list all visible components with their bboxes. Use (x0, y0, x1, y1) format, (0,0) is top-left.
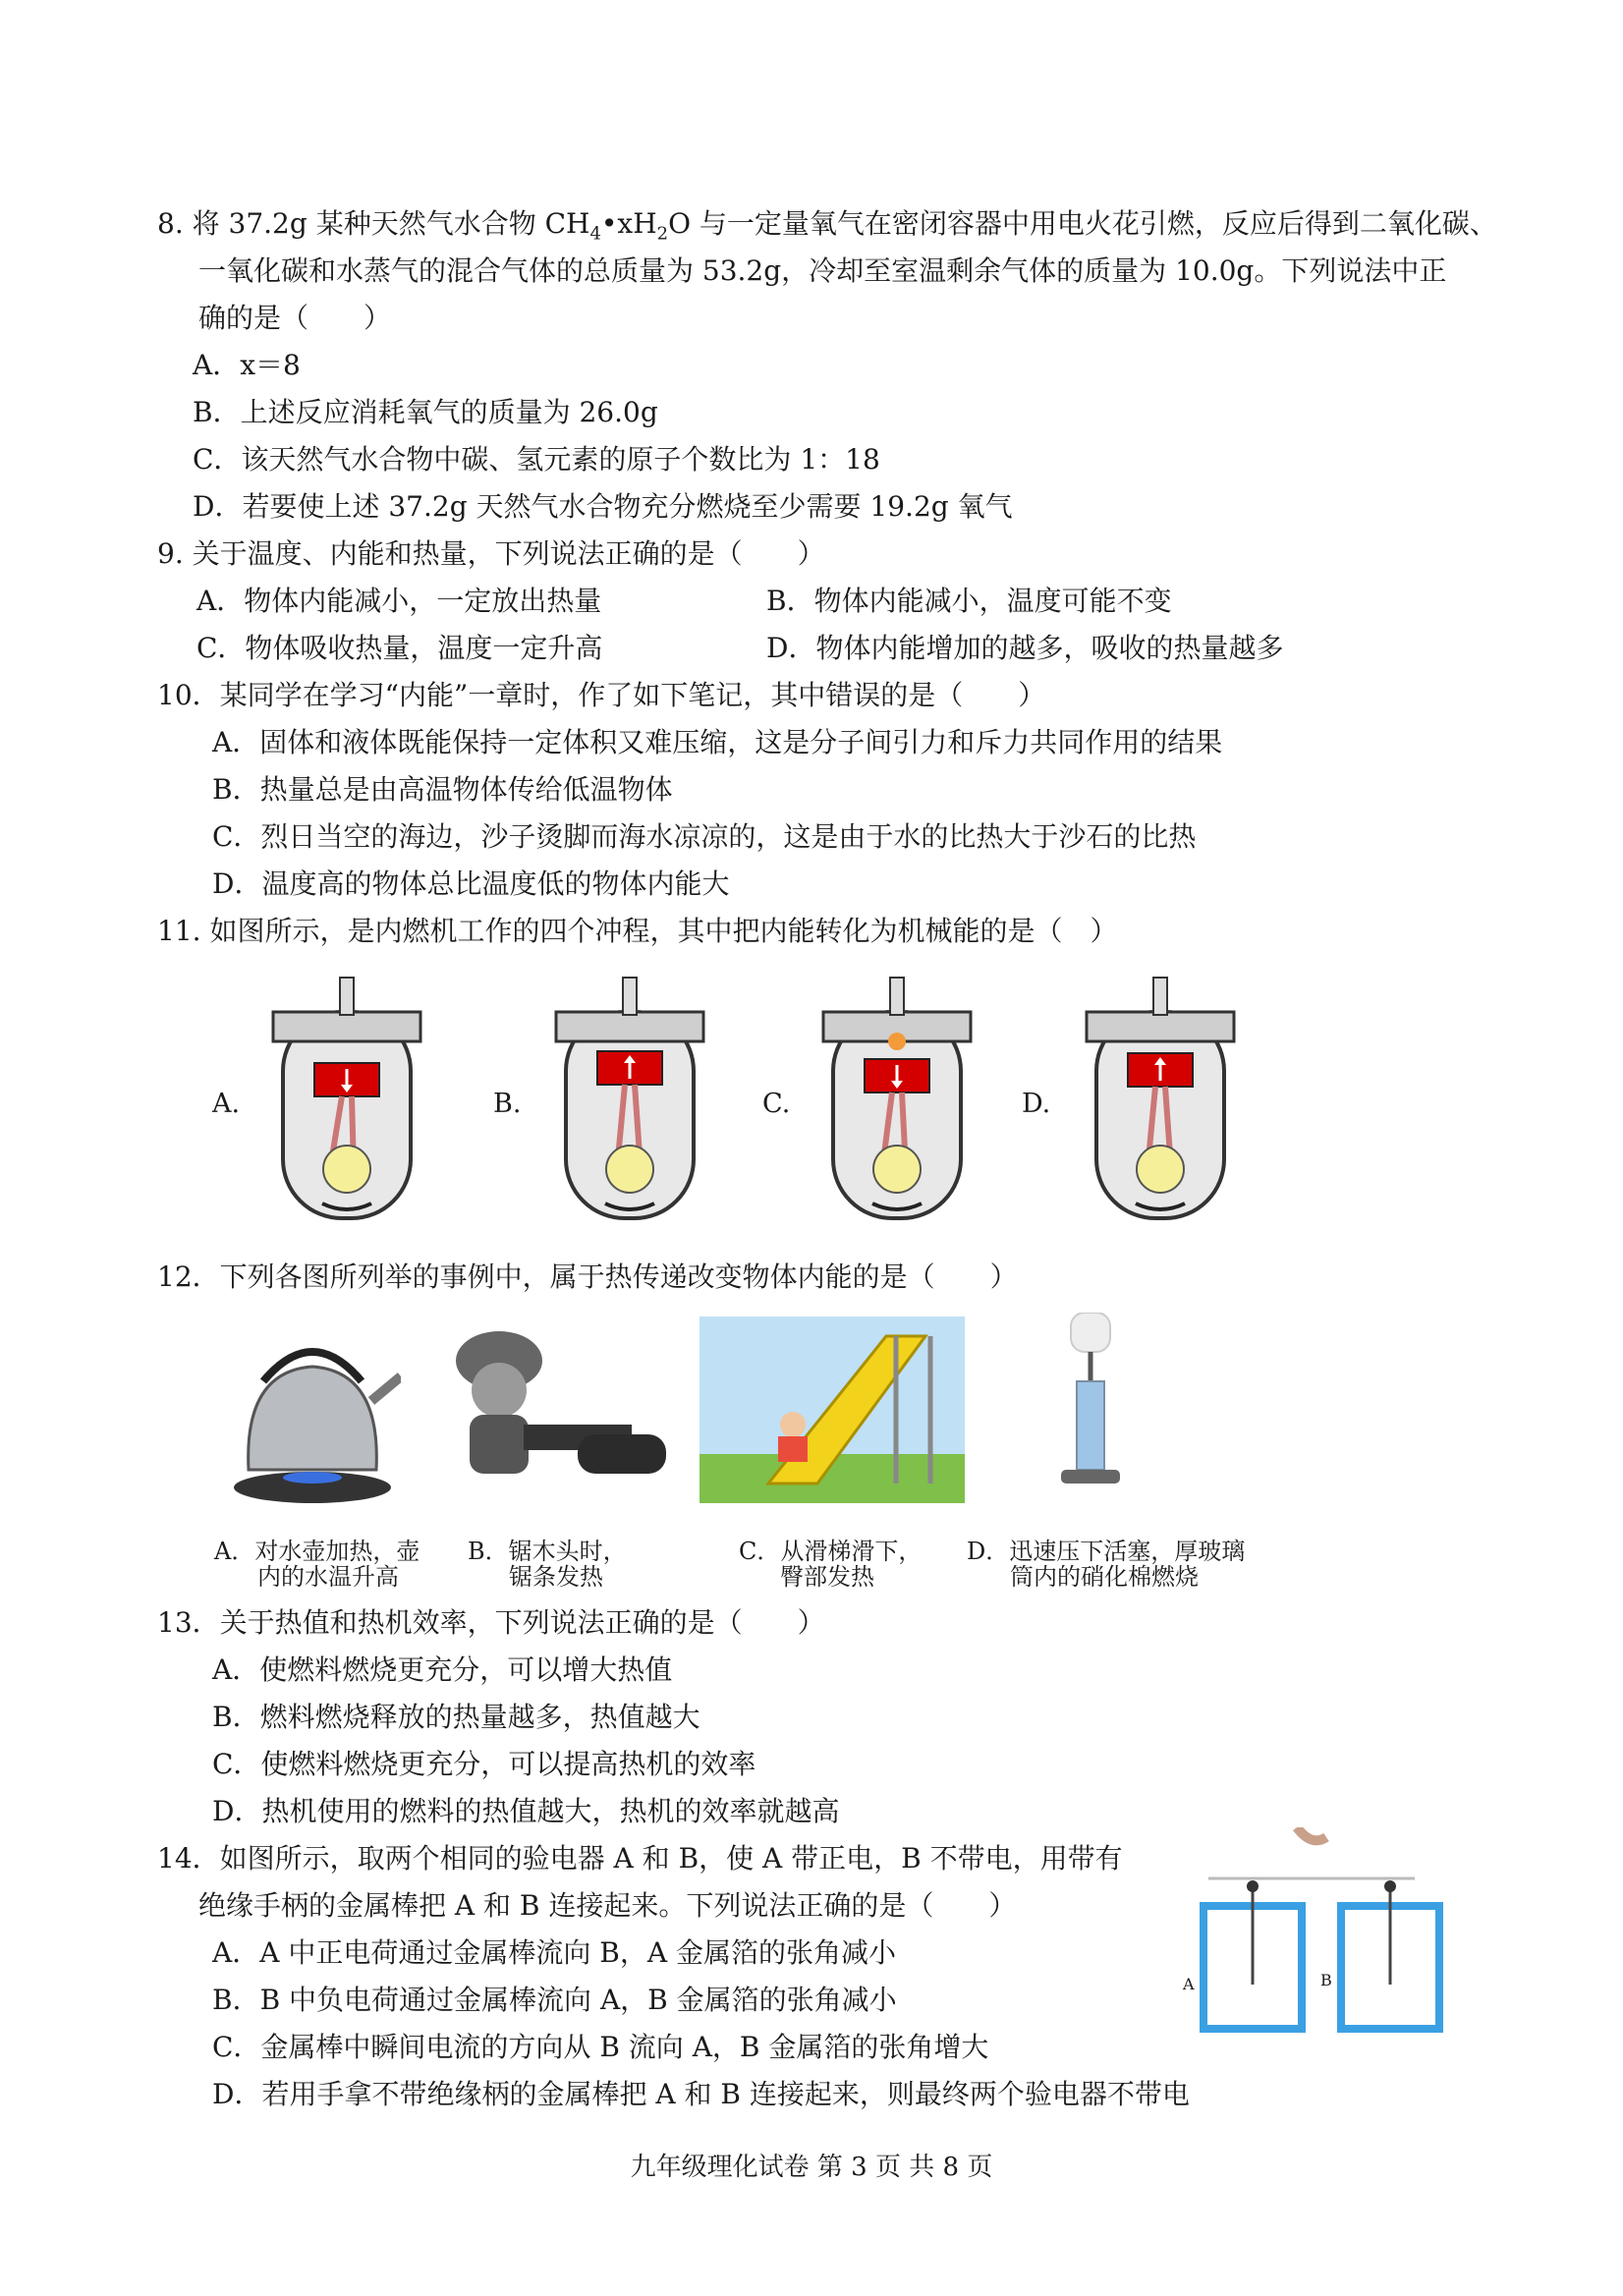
q12-caption-b-l1: B．锯木头时， (468, 1538, 627, 1565)
q13-option-a: A．使燃料燃烧更充分，可以增大热值 (212, 1653, 673, 1686)
q11-label-c: C. (762, 1089, 791, 1119)
q14-line2: 绝缘手柄的金属棒把 A 和 B 连接起来。下列说法正确的是（ ） (198, 1889, 1017, 1922)
q11-label-d: D. (1022, 1089, 1051, 1119)
q14-line1: 14．如图所示，取两个相同的验电器 A 和 B，使 A 带正电，B 不带电，用带有 (157, 1842, 1123, 1875)
q9-option-c: C．物体吸收热量，温度一定升高 (196, 632, 603, 664)
q14-option-d: D．若用手拿不带绝缘柄的金属棒把 A 和 B 连接起来，则最终两个验电器不带电 (212, 2078, 1190, 2110)
q9-stem: 9. 关于温度、内能和热量，下列说法正确的是（ ） (157, 537, 825, 570)
electroscope-icon (1203, 1827, 1439, 2029)
q12-caption-d-l1: D．迅速压下活塞，厚玻璃 (967, 1538, 1246, 1565)
piston-tube-image (1022, 1313, 1159, 1509)
q12-stem: 12．下列各图所列举的事例中，属于热传递改变物体内能的是（ ） (157, 1260, 1018, 1293)
q10-number: 10． (157, 679, 220, 711)
q12-caption-a-l2: 内的水温升高 (257, 1563, 399, 1591)
q14-option-a: A．A 中正电荷通过金属棒流向 B，A 金属箔的张角减小 (212, 1936, 896, 1969)
q13-option-b: B．燃料燃烧释放的热量越多，热值越大 (212, 1701, 700, 1733)
engine-stroke-c-figure (813, 973, 980, 1228)
q8-option-d: D．若要使上述 37.2g 天然气水合物充分燃烧至少需要 19.2g 氧气 (193, 490, 1013, 523)
kettle-heating-image (224, 1313, 401, 1509)
q9-option-d: D．物体内能增加的越多，吸收的热量越多 (766, 632, 1284, 664)
q8-line2: 一氧化碳和水蒸气的混合气体的总质量为 53.2g，冷却至室温剩余气体的质量为 10.0g。下列说法中正 (198, 254, 1447, 287)
q12-caption-a-l1: A．对水壶加热，壶 (214, 1538, 420, 1565)
electroscope-a-label: A (1183, 1975, 1195, 1993)
q8-line1: 8. 将 37.2g 某种天然气水合物 $CH_4•xH_2O$ 与一定量氧气在密闭容器中用电火花引燃，反应后得到二氧化碳、 (157, 207, 1497, 245)
saw-person-icon (456, 1331, 666, 1474)
slide-icon (700, 1316, 965, 1503)
engine-icon (1087, 978, 1234, 1218)
engine-stroke-b-figure (546, 973, 713, 1228)
engine-icon (273, 978, 420, 1218)
q10-option-a: A．固体和液体既能保持一定体积又难压缩，这是分子间引力和斥力共同作用的结果 (212, 726, 1223, 758)
q12-caption-c-l1: C．从滑梯滑下， (739, 1538, 923, 1565)
kettle-icon (234, 1352, 401, 1503)
q8-line3: 确的是（ ） (198, 302, 392, 334)
q11-label-a: A. (212, 1089, 241, 1119)
q11-number: 11. (157, 915, 201, 947)
q9-option-a: A．物体内能减小，一定放出热量 (196, 585, 602, 617)
page-footer: 九年级理化试卷 第 3 页 共 8 页 (630, 2153, 993, 2182)
glass-tube-icon (1061, 1313, 1120, 1484)
q13-stem: 13．关于热值和热机效率，下列说法正确的是（ ） (157, 1606, 825, 1639)
q14-option-b: B．B 中负电荷通过金属棒流向 A，B 金属箔的张角减小 (212, 1984, 897, 2016)
engine-stroke-d-figure (1077, 973, 1244, 1228)
q8-option-c: C．该天然气水合物中碳、氢元素的原子个数比为 1：18 (193, 443, 880, 476)
q12-caption-d-l2: 筒内的硝化棉燃烧 (1010, 1563, 1199, 1591)
q13-option-d: D．热机使用的燃料的热值越大，热机的效率就越高 (212, 1795, 840, 1827)
q12-caption-c-l2: 臀部发热 (780, 1563, 874, 1591)
q8-option-b: B．上述反应消耗氧气的质量为 26.0g (193, 396, 658, 428)
q10-option-c: C．烈日当空的海边，沙子烫脚而海水凉凉的，这是由于水的比热大于沙石的比热 (212, 820, 1197, 853)
slide-image (700, 1316, 965, 1503)
engine-icon (556, 978, 703, 1218)
q9-number: 9. (157, 537, 184, 570)
q9-option-b: B．物体内能减小，温度可能不变 (766, 585, 1172, 617)
q12-caption-b-l2: 锯条发热 (509, 1563, 603, 1591)
q8-option-a: A．x＝8 (193, 349, 301, 381)
q14-number: 14． (157, 1842, 220, 1875)
sawing-wood-image (430, 1316, 676, 1503)
q10-option-b: B．热量总是由高温物体传给低温物体 (212, 773, 673, 806)
q14-option-c: C．金属棒中瞬间电流的方向从 B 流向 A，B 金属箔的张角增大 (212, 2031, 989, 2063)
q13-number: 13． (157, 1606, 220, 1639)
q10-stem: 10．某同学在学习“内能”一章时，作了如下笔记，其中错误的是（ ） (157, 679, 1046, 711)
q10-option-d: D．温度高的物体总比温度低的物体内能大 (212, 868, 730, 900)
q11-label-b: B. (493, 1089, 522, 1119)
q13-option-c: C．使燃料燃烧更充分，可以提高热机的效率 (212, 1748, 756, 1780)
q12-number: 12． (157, 1260, 220, 1293)
q11-stem: 11. 如图所示，是内燃机工作的四个冲程，其中把内能转化为机械能的是（ ） (157, 915, 1118, 947)
electroscopes-figure (1179, 1827, 1454, 2044)
engine-icon (823, 978, 971, 1218)
engine-stroke-a-figure (263, 973, 430, 1228)
q8-number: 8. (157, 207, 184, 240)
electroscope-b-label: B (1320, 1971, 1332, 1989)
